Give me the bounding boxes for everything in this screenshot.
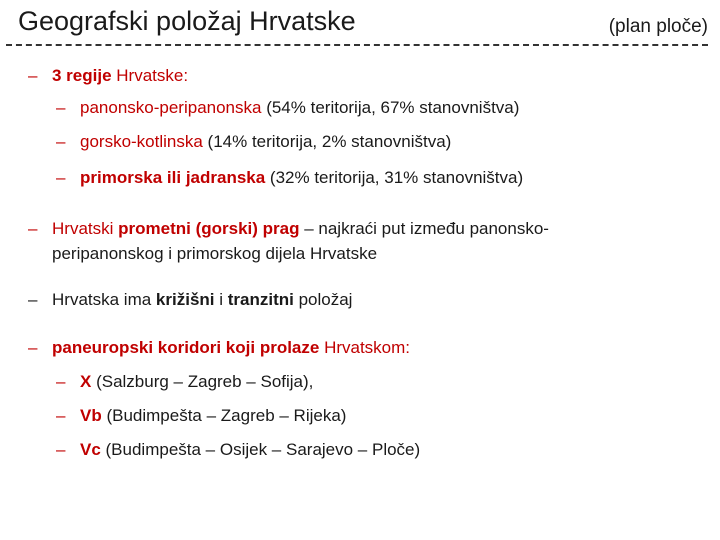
region-detail: (32% teritorija, 31% stanovništva) <box>265 168 524 187</box>
koridori-label: paneuropski koridori koji prolaze <box>52 338 325 357</box>
region-name: gorsko-kotlinska <box>80 132 203 151</box>
corridor-item <box>56 404 706 428</box>
sub-bullet-dash: – <box>56 406 66 425</box>
corridor-route: (Budimpešta – Osijek – Sarajevo – Ploče) <box>100 440 421 459</box>
corridor-item <box>56 370 706 394</box>
polozaj-and: i <box>214 290 228 309</box>
polozaj-prefix: Hrvatska ima <box>52 290 156 309</box>
polozaj-tranzitni: tranzitni <box>227 290 294 309</box>
region-item <box>56 96 706 120</box>
bullet-dash: – <box>28 66 38 85</box>
bullet-prag <box>28 217 708 241</box>
sub-bullet-dash: – <box>56 168 66 187</box>
regions-label-country: Hrvatske: <box>116 66 189 85</box>
sub-bullet-dash: – <box>56 98 66 117</box>
bullet-koridori <box>28 336 708 360</box>
bullet-dash: – <box>28 219 38 238</box>
corridor-route: (Salzburg – Zagreb – Sofija), <box>91 372 314 391</box>
region-detail: (14% teritorija, 2% stanovništva) <box>202 132 452 151</box>
sub-bullet-dash: – <box>56 372 66 391</box>
sub-bullet-dash: – <box>56 132 66 151</box>
region-name: panonsko-peripanonska <box>80 98 262 117</box>
koridori-label-country: Hrvatskom: <box>324 338 411 357</box>
bullet-polozaj <box>28 288 708 312</box>
sub-bullet-dash: – <box>56 440 66 459</box>
title-divider <box>6 44 708 46</box>
corridor-name: Vb <box>80 406 102 425</box>
regions-label: 3 regije <box>52 66 117 85</box>
region-item <box>56 130 706 154</box>
region-name: primorska ili jadranska <box>80 168 266 187</box>
polozaj-suffix: položaj <box>293 290 353 309</box>
corridor-item <box>56 438 706 462</box>
page-subtitle: (plan ploče) <box>608 16 708 37</box>
corridor-name: X <box>80 372 92 391</box>
prag-definition: – najkraći put između panonsko- <box>299 219 549 238</box>
bullet-dash: – <box>28 338 38 357</box>
page-title: Geografski položaj Hrvatske <box>18 6 356 36</box>
bullet-prag-continued <box>52 242 702 266</box>
prag-definition-continued: peripanonskog i primorskog dijela Hrvatske <box>52 244 378 263</box>
prag-term: prometni (gorski) prag <box>118 219 300 238</box>
region-item <box>56 166 706 190</box>
corridor-name: Vc <box>80 440 101 459</box>
polozaj-krizisni: križišni <box>155 290 215 309</box>
bullet-regions <box>28 64 708 88</box>
region-detail: (54% teritorija, 67% stanovništva) <box>261 98 520 117</box>
bullet-dash: – <box>28 290 38 309</box>
corridor-route: (Budimpešta – Zagreb – Rijeka) <box>101 406 347 425</box>
prag-prefix: Hrvatski <box>52 219 119 238</box>
